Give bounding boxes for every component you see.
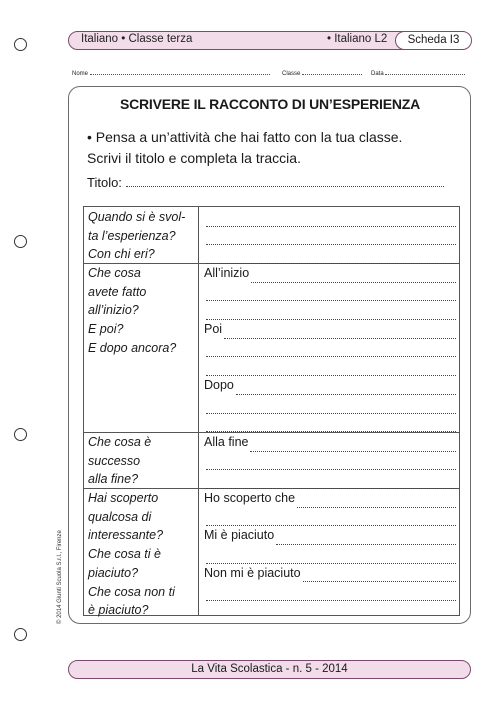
answer-prompt: Non mi è piaciuto	[204, 565, 301, 580]
binder-hole	[14, 628, 27, 641]
answer-line[interactable]	[204, 526, 456, 545]
date-label: Data	[371, 71, 384, 77]
class-line[interactable]	[302, 69, 362, 75]
question-line: Quando si è svol-	[88, 210, 186, 224]
date-line[interactable]	[385, 69, 465, 75]
binder-hole	[14, 235, 27, 248]
answer-cell[interactable]	[204, 489, 456, 601]
answer-line[interactable]	[204, 545, 456, 564]
question-line: ta l’esperienza?	[88, 228, 176, 243]
answer-prompt: Dopo	[204, 378, 234, 393]
question-line: interessante?	[88, 528, 164, 543]
answer-line[interactable]	[204, 301, 456, 320]
answer-line[interactable]	[204, 320, 456, 339]
date-field[interactable]	[371, 69, 465, 77]
question-line: all’inizio?	[88, 303, 139, 318]
page-title: SCRIVERE IL RACCONTO DI UN’ESPERIENZA	[119, 96, 421, 112]
binder-hole	[14, 38, 27, 51]
question-line: Che cosa non ti	[88, 584, 175, 599]
question-cell	[88, 208, 198, 264]
footer-bar: La Vita Scolastica - n. 5 - 2014	[68, 660, 471, 679]
answer-line[interactable]	[204, 564, 456, 583]
answer-prompt: Alla fine	[204, 434, 249, 449]
name-field[interactable]	[72, 69, 270, 77]
question-line: Che cosa ti è	[88, 547, 161, 562]
question-line: Con chi eri?	[88, 247, 155, 262]
header-level: • Italiano L2	[327, 33, 388, 45]
question-line: successo	[88, 453, 141, 468]
answer-line[interactable]	[204, 508, 456, 527]
question-line: alla fine?	[88, 472, 139, 487]
answer-line[interactable]	[204, 414, 456, 433]
answer-prompt: All’inizio	[204, 265, 250, 280]
answer-line[interactable]	[204, 470, 456, 489]
question-line: piaciuto?	[88, 565, 139, 580]
class-label: Classe	[282, 71, 301, 77]
story-outline-table	[83, 206, 460, 616]
answer-line[interactable]	[204, 452, 456, 471]
answer-prompt: Mi è piaciuto	[204, 528, 275, 543]
question-line: è piaciuto?	[88, 603, 149, 618]
answer-line[interactable]	[204, 433, 456, 452]
title-label: Titolo:	[87, 175, 122, 190]
title-field[interactable]	[87, 175, 444, 190]
answer-cell[interactable]	[204, 264, 456, 432]
question-line: E poi?	[88, 322, 124, 337]
answer-line[interactable]	[204, 339, 456, 358]
answer-line[interactable]	[204, 395, 456, 414]
question-cell	[88, 433, 198, 489]
answer-line[interactable]	[204, 489, 456, 508]
instruction-line: • Pensa a un’attività che hai fatto con la tua classe.	[87, 129, 403, 145]
name-label: Nome	[72, 71, 89, 77]
question-line: Che cosa	[88, 266, 141, 280]
title-line[interactable]	[126, 177, 444, 187]
answer-line[interactable]	[204, 245, 456, 264]
column-divider	[198, 207, 199, 615]
question-line: qualcosa di	[88, 509, 152, 524]
question-line: Che cosa è	[88, 435, 152, 449]
answer-line[interactable]	[204, 376, 456, 395]
instructions	[87, 127, 467, 169]
sheet-label: Scheda I3	[395, 31, 472, 50]
question-line: avete fatto	[88, 284, 147, 299]
binder-hole	[14, 428, 27, 441]
instruction-line: Scrivi il titolo e completa la traccia.	[87, 150, 301, 166]
answer-prompt: Ho scoperto che	[204, 490, 296, 505]
question-line: E dopo ancora?	[88, 340, 177, 355]
header-subject: Italiano • Classe terza	[81, 33, 193, 45]
answer-cell[interactable]	[204, 208, 456, 264]
answer-line[interactable]	[204, 582, 456, 601]
answer-line[interactable]	[204, 208, 456, 227]
question-cell	[88, 489, 198, 620]
question-line: Hai scoperto	[88, 491, 159, 505]
copyright-notice: © 2014 Giunti Scuola S.r.l., Firenze	[57, 530, 63, 624]
question-cell	[88, 264, 198, 358]
answer-line[interactable]	[204, 264, 456, 283]
answer-prompt: Poi	[204, 322, 223, 337]
name-line[interactable]	[90, 69, 270, 75]
class-field[interactable]	[282, 69, 362, 77]
answer-line[interactable]	[204, 227, 456, 246]
header-bar	[68, 31, 471, 50]
answer-line[interactable]	[204, 357, 456, 376]
answer-cell[interactable]	[204, 433, 456, 489]
answer-line[interactable]	[204, 283, 456, 302]
